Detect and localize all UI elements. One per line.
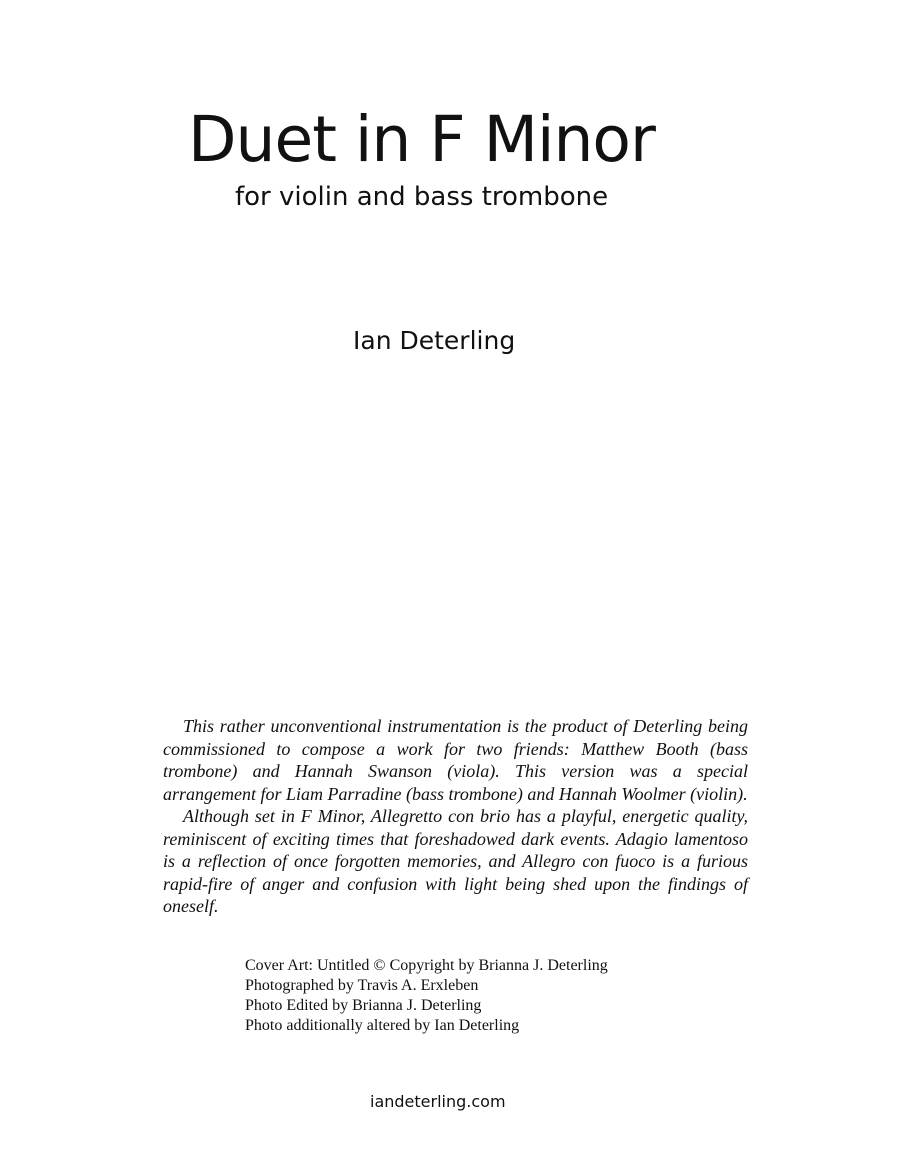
cover-credits (245, 956, 608, 1036)
program-notes (163, 715, 748, 918)
page-title: Duet in F Minor (188, 103, 655, 176)
credit-line: Photo Edited by Brianna J. Deterling (245, 997, 482, 1014)
website-url: iandeterling.com (370, 1092, 506, 1111)
credit-line: Cover Art: Untitled © Copyright by Brianna J. Deterling (245, 957, 608, 974)
program-note-paragraph: This rather unconventional instrumentation is the product of Deterling being commissioned to compose a work for two friends: Matthew Booth (bass trombone) and Hannah Swanson (viola). This version was a special arrangement for Liam Parradine (bass trombone) and Hannah Woolmer (violin). (163, 716, 748, 804)
credit-line: Photographed by Travis A. Erxleben (245, 977, 479, 994)
credit-line: Photo additionally altered by Ian Deterling (245, 1017, 520, 1034)
subtitle: for violin and bass trombone (235, 182, 609, 212)
program-note-paragraph: Although set in F Minor, Allegretto con brio has a playful, energetic quality, reminiscent of exciting times that foreshadowed dark events. Adagio lamentoso is a reflection of once forgotten memories, and Allegro con fuoco is a furious rapid-fire of anger and confusion with light being shed upon the findings of oneself. (163, 806, 748, 916)
composer-name: Ian Deterling (353, 326, 516, 355)
